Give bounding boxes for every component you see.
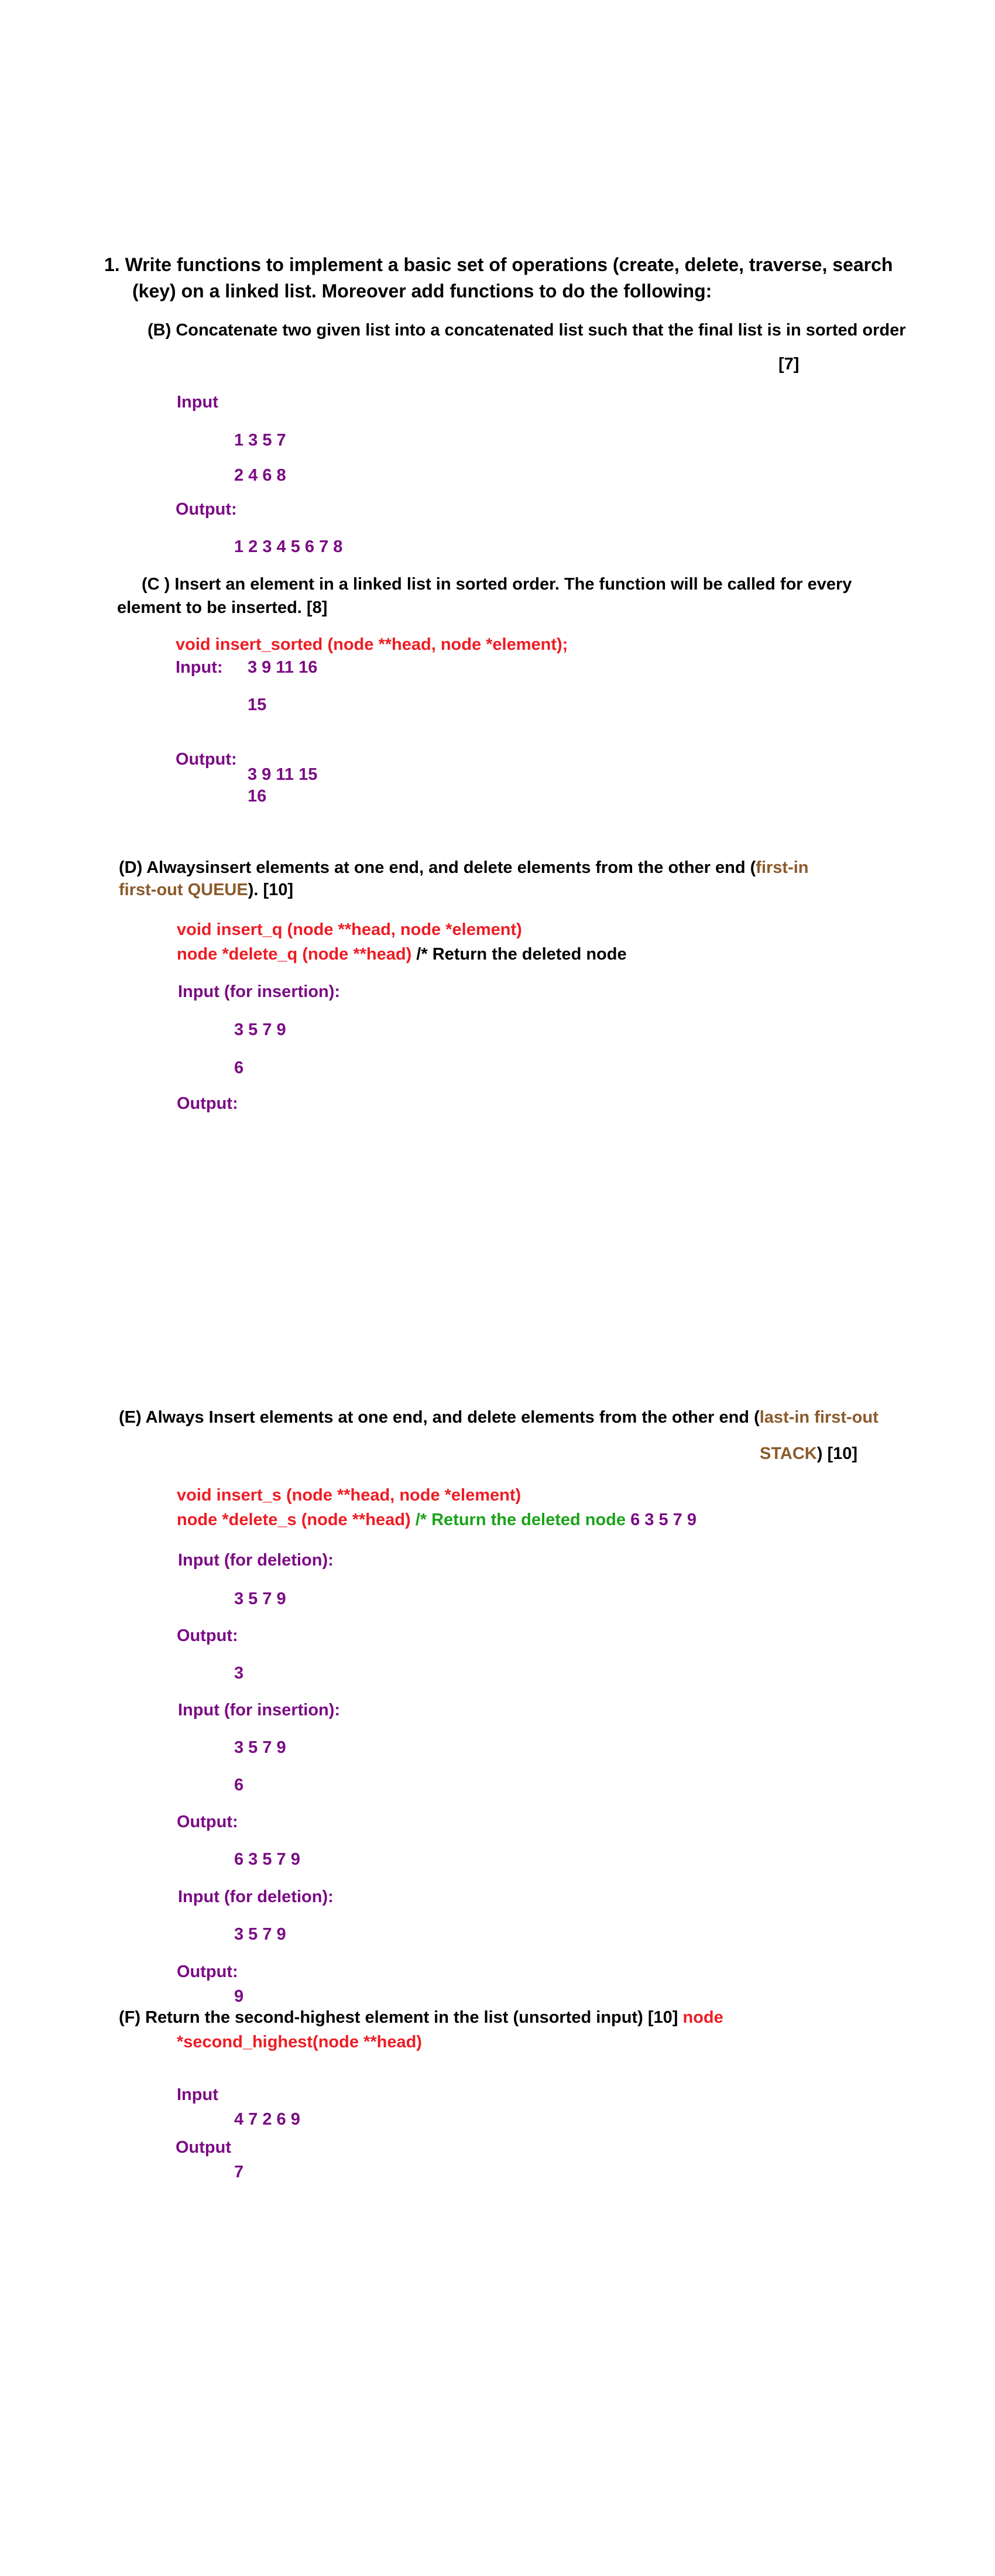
part-d-input-1: 3 5 7 9	[234, 1020, 286, 1039]
part-e-code-comment: /* Return the deleted node	[410, 1510, 626, 1529]
part-d-input-label: Input (for insertion):	[178, 982, 341, 1001]
part-e-insertion-input-1: 3 5 7 9	[234, 1738, 286, 1757]
part-f-output: 7	[234, 2163, 244, 2181]
part-e-output-label-3: Output:	[177, 1962, 238, 1981]
question-1-line-1: 1. Write functions to implement a basic set of operations (create, delete, traverse, search	[104, 254, 893, 275]
part-f-title: (F) Return the second-highest element in the list (unsorted input) [10]	[119, 2008, 678, 2027]
part-c-output-label: Output:	[176, 750, 237, 769]
part-e-deletion-label-1: Input (for deletion):	[178, 1551, 334, 1570]
part-d-line-1	[119, 857, 809, 878]
part-e-deletion-label-2: Input (for deletion):	[178, 1888, 334, 1906]
part-c-code: void insert_sorted (node **head, node *element);	[176, 635, 568, 654]
part-d-code-delete-line	[177, 944, 627, 965]
part-e-output-label-1: Output:	[177, 1626, 238, 1645]
part-d-code-insert: void insert_q (node **head, node *element)	[177, 920, 522, 939]
part-d-input-2: 6	[234, 1059, 244, 1077]
part-d-code-comment: /* Return the deleted node	[411, 945, 627, 964]
part-f-input-label: Input	[177, 2085, 218, 2104]
part-e-marks: ) [10]	[816, 1444, 858, 1463]
part-e-insertion-label: Input (for insertion):	[178, 1701, 341, 1719]
part-f-code-2: *second_highest(node **head)	[177, 2033, 422, 2051]
part-f-output-label: Output	[176, 2138, 232, 2157]
question-1-line-2: (key) on a linked list. Moreover add functions to do the following:	[132, 280, 712, 302]
part-e-stack-term-1: last-in first-out	[759, 1408, 879, 1427]
part-b-input-label: Input	[177, 393, 218, 412]
part-e-stack-term-2: STACK	[760, 1444, 817, 1463]
part-c-line-2: element to be inserted. [8]	[117, 598, 328, 617]
part-b-output-label: Output:	[176, 500, 237, 519]
part-e-insertion-input-2: 6	[234, 1776, 244, 1794]
part-e-output-1: 3	[234, 1664, 244, 1683]
part-e-code-values: 6 3 5 7 9	[626, 1510, 696, 1529]
part-e-line-1-text: (E) Always Insert elements at one end, and delete elements from the other end (	[119, 1408, 760, 1427]
part-b-output: 1 2 3 4 5 6 7 8	[234, 537, 343, 556]
part-e-output-3: 9	[234, 1987, 244, 2006]
part-e-line-1	[119, 1407, 879, 1428]
part-d-queue-term-1: first-in	[756, 858, 809, 877]
part-e-output-2: 6 3 5 7 9	[234, 1850, 300, 1869]
part-d-line-2	[119, 879, 293, 900]
part-e-code-insert: void insert_s (node **head, node *element)	[177, 1486, 521, 1505]
part-c-input-label: Input:	[176, 658, 223, 677]
part-d-output-label: Output:	[177, 1094, 238, 1113]
part-e-deletion-input-2: 3 5 7 9	[234, 1925, 286, 1944]
part-f-input: 4 7 2 6 9	[234, 2110, 300, 2129]
part-c-output-1: 3 9 11 15	[248, 765, 318, 784]
part-b-input-1: 1 3 5 7	[234, 431, 286, 450]
part-c-input-1: 3 9 11 16	[248, 658, 318, 677]
part-d-marks: ). [10]	[248, 881, 294, 899]
part-e-code-delete: node *delete_s (node **head)	[177, 1510, 411, 1529]
part-c-line-1: (C ) Insert an element in a linked list in sorted order. The function will be called for every	[142, 575, 852, 594]
part-f-code-1: node	[678, 2008, 723, 2027]
part-e-line-2	[760, 1443, 857, 1464]
part-e-output-label-2: Output:	[177, 1813, 238, 1831]
part-d-code-delete: node *delete_q (node **head)	[177, 945, 412, 964]
part-b-marks: [7]	[778, 355, 800, 374]
part-d-line-1-text: (D) Alwaysinsert elements at one end, and delete elements from the other end (	[119, 858, 756, 877]
part-e-code-delete-line	[177, 1509, 696, 1530]
part-b-title: (B) Concatenate two given list into a concatenated list such that the final list is in sorted order	[147, 321, 906, 340]
part-d-queue-term-2: first-out QUEUE	[119, 881, 248, 899]
part-c-output-2: 16	[248, 787, 267, 806]
part-e-deletion-input-1: 3 5 7 9	[234, 1590, 286, 1608]
part-f-line-1	[119, 2007, 723, 2028]
part-c-input-2: 15	[248, 696, 267, 714]
part-b-input-2: 2 4 6 8	[234, 466, 286, 485]
